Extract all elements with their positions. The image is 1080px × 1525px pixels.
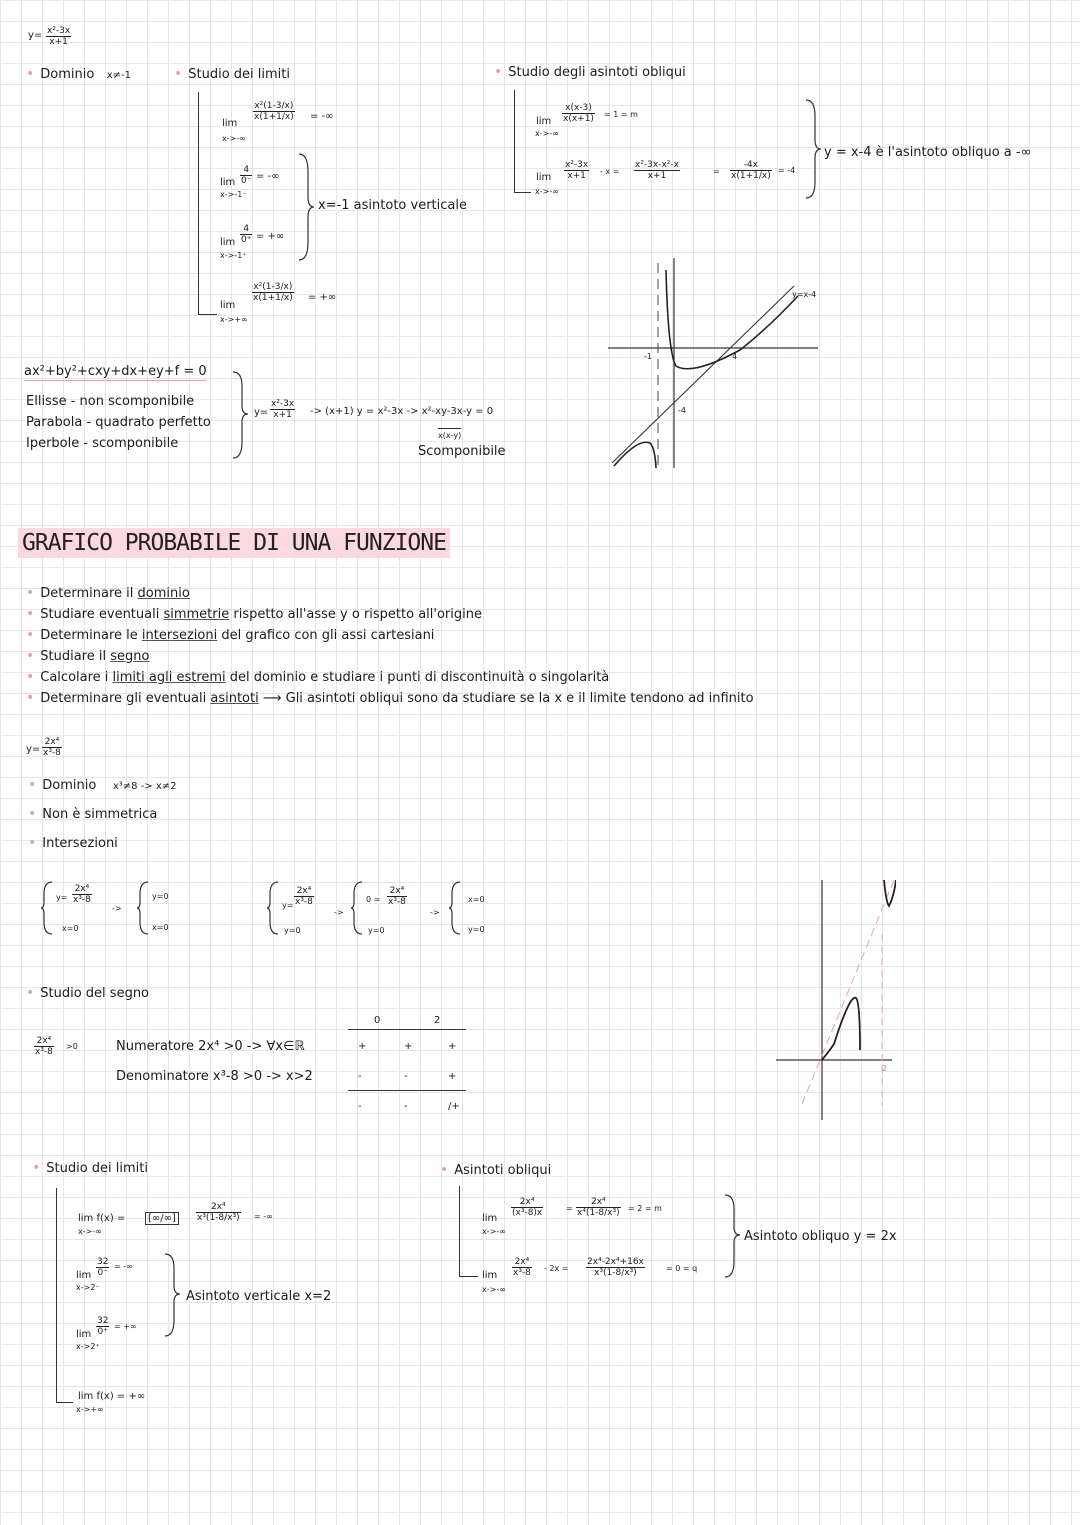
step-item — [26, 669, 609, 686]
step-text: Studiare il — [40, 649, 111, 664]
step-text: Determinare gli eventuali — [40, 691, 211, 706]
segno-den: x³-8 — [35, 1047, 53, 1057]
simmetria-item — [28, 806, 157, 823]
limiti-heading — [174, 66, 290, 83]
graph2-oblique-asymptote — [802, 880, 894, 1104]
conic-eq-fraction — [270, 399, 295, 420]
limiti2-bracket — [56, 1188, 73, 1403]
ob2-fraction2 — [634, 160, 680, 181]
segno-gt: >0 — [66, 1042, 78, 1051]
segno-heading — [26, 985, 149, 1002]
sign-head-2: 2 — [434, 1015, 441, 1026]
l3-den: 0⁺ — [97, 1327, 108, 1337]
func2-y: y= — [26, 744, 41, 755]
o1-result: = 2 = m — [628, 1204, 662, 1213]
sys2b-zero: 0 = — [366, 895, 381, 904]
conic-parabola: Parabola - quadrato perfetto — [26, 415, 211, 430]
l3-sub: x->2⁺ — [76, 1342, 100, 1351]
sys1a-y: y= — [56, 893, 68, 902]
func1-den: x+1 — [49, 37, 68, 47]
graph1-oblique-asymptote — [612, 286, 794, 463]
l4-text: lim f(x) = +∞ — [78, 1391, 146, 1402]
lim4-result: = +∞ — [308, 292, 337, 303]
lim1-fraction — [253, 101, 295, 122]
limits-bracket — [198, 92, 217, 315]
sys2c-y: y=0 — [468, 925, 485, 934]
o2-sub: x->-∞ — [482, 1285, 506, 1294]
conic-eq-num: x²-3x — [271, 399, 295, 409]
sys1-arrow: -> — [112, 904, 122, 913]
vertical-asymptote-2: Asintoto verticale x=2 — [186, 1289, 332, 1304]
segno-label: Studio del segno — [40, 986, 150, 1001]
sys1a-fraction — [72, 884, 92, 905]
lim4-num: x²(1-3/x) — [253, 282, 293, 292]
ob2-num: x²-3x — [565, 160, 589, 170]
limiti-label: Studio dei limiti — [188, 67, 291, 82]
l3-num: 32 — [97, 1316, 109, 1326]
vertical-asymptote-1: x=-1 asintoto verticale — [318, 198, 467, 213]
sys2a-y0: y=0 — [284, 926, 301, 935]
intersezioni-item — [28, 835, 118, 852]
ob2-num2: x²-3x-x²-x — [635, 160, 679, 170]
lim1-den: x(1+1/x) — [254, 112, 294, 122]
graph2-tick: 2 — [882, 1064, 888, 1073]
o2-den2: x³(1-8/x³) — [594, 1268, 637, 1278]
l1-indeterminate: [∞/∞] — [145, 1212, 179, 1225]
step-text-rest: rispetto all'asse y o rispetto all'origine — [229, 607, 482, 622]
sign-cell: + — [358, 1041, 367, 1052]
conic-brace — [230, 370, 250, 460]
step-keyword: simmetrie — [163, 607, 230, 622]
obliqui2-bracket — [459, 1186, 478, 1277]
conic-scomponibile: Scomponibile — [418, 444, 506, 459]
step-text: Calcolare i — [40, 670, 113, 685]
graph1-tick-m1: -1 — [644, 352, 652, 361]
limits-brace — [296, 152, 316, 262]
lim2-fraction — [240, 165, 252, 186]
o1-num: 2x⁴ — [511, 1197, 543, 1208]
l1-num: 2x⁴ — [196, 1202, 241, 1213]
lim3-sub: x->-1⁺ — [220, 251, 247, 260]
conic-equation: ax²+by²+cxy+dx+ey+f = 0 — [24, 364, 207, 379]
segno-num: 2x⁴ — [34, 1036, 54, 1047]
limiti2-brace — [162, 1252, 182, 1338]
sign-cell: + — [448, 1041, 457, 1052]
ob1-sub: x->-∞ — [535, 129, 559, 138]
step-text-rest: del dominio e studiare i punti di discontinuità o singolarità — [225, 670, 610, 685]
ob2-result: = -4 — [778, 166, 796, 175]
sign-cell: - — [358, 1071, 362, 1082]
ob2-num3: -4x — [730, 160, 772, 171]
ob1-result: = 1 = m — [604, 110, 638, 119]
lim3-num: 4 — [240, 224, 252, 235]
dominio2-item — [28, 777, 177, 794]
lim4-sub: x->+∞ — [220, 315, 248, 324]
ob1-den: x(x+1) — [563, 114, 594, 124]
sys2b-den: x³-8 — [388, 897, 406, 907]
ob2-den3: x(1+1/x) — [731, 171, 771, 181]
lim3-den: 0⁺ — [241, 235, 252, 245]
ob1-num: x(x-3) — [562, 103, 595, 114]
l2-sub: x->2⁻ — [76, 1283, 100, 1292]
sys2b-num: 2x⁴ — [387, 886, 407, 897]
sys1a-brace — [40, 880, 54, 936]
graph2-right-branch — [884, 880, 896, 906]
step-item — [26, 606, 482, 623]
lim1-sub: x->-∞ — [222, 134, 246, 143]
func1-fraction — [46, 26, 71, 47]
obliqui-brace — [803, 98, 823, 200]
func2-den: x³-8 — [43, 748, 61, 758]
graph-2 — [776, 874, 896, 1124]
limiti2-label: Studio dei limiti — [46, 1161, 149, 1176]
conic-eq-rest: -> (x+1) y = x²-3x -> x²-xy-3x-y = 0 — [310, 406, 494, 417]
sys2c-x: x=0 — [468, 895, 485, 904]
step-keyword: dominio — [137, 586, 190, 601]
ob1-word: lim — [536, 116, 552, 127]
ob2-den: x+1 — [567, 171, 586, 181]
step-text: Determinare le — [40, 628, 142, 643]
ob2-word: lim — [536, 172, 552, 183]
o2-num: 2x⁴ — [512, 1257, 532, 1268]
oblique-result-2: Asintoto obliquo y = 2x — [744, 1229, 897, 1244]
sys2a-den: x³-8 — [295, 897, 313, 907]
lim2-sub: x->-1⁻ — [220, 190, 247, 199]
l2-word: lim — [76, 1270, 92, 1281]
step-text: Studiare eventuali — [40, 607, 164, 622]
denominatore-text: Denominatore x³-8 >0 -> x>2 — [116, 1069, 313, 1084]
step-item — [26, 648, 149, 665]
sys2a-num: 2x⁴ — [294, 886, 314, 897]
graph2-left-branch — [822, 998, 860, 1060]
o1-eq: = — [566, 1204, 573, 1213]
sys2a-y: y= — [282, 901, 294, 910]
dominio2-value: x³≠8 -> x≠2 — [112, 781, 177, 792]
sign-cell: + — [404, 1041, 413, 1052]
conic-iperbole: Iperbole - scomponibile — [26, 436, 179, 451]
graph1-tick-4: 4 — [732, 352, 738, 361]
ob2-eq: = — [713, 167, 720, 176]
step-keyword: segno — [110, 649, 150, 664]
func2-num: 2x⁴ — [42, 737, 62, 748]
o2-den: x³-8 — [513, 1268, 531, 1278]
l2-num: 32 — [97, 1257, 109, 1267]
lim1-word: lim — [222, 118, 238, 129]
sign-cell: /+ — [448, 1101, 460, 1112]
lim2-den: 0⁻ — [241, 176, 252, 186]
step-text-rest: del grafico con gli assi cartesiani — [217, 628, 435, 643]
l2-fraction — [96, 1257, 109, 1278]
limiti2-heading — [32, 1160, 148, 1177]
sign-table-bottom-line — [348, 1090, 466, 1091]
o2-word: lim — [482, 1270, 498, 1281]
lim1-result: = -∞ — [310, 111, 334, 122]
o2-fraction2 — [586, 1257, 645, 1278]
step-item — [26, 585, 190, 602]
func2-fraction — [42, 737, 62, 758]
l1-sub: x->-∞ — [78, 1227, 102, 1236]
sys2a-fraction — [294, 886, 314, 907]
step-keyword: limiti agli estremi — [112, 670, 226, 685]
sys2b-y0: y=0 — [368, 926, 385, 935]
intersezioni-text: Intersezioni — [42, 836, 118, 851]
conic-ellisse: Ellisse - non scomponibile — [26, 394, 195, 409]
ob2-den2: x+1 — [647, 171, 667, 181]
oblique-result-1: y = x-4 è l'asintoto obliquo a -∞ — [824, 145, 1032, 160]
ob1-fraction — [562, 103, 595, 124]
lim1-num: x²(1-3/x) — [254, 101, 294, 111]
sys1b-y: y=0 — [152, 892, 169, 901]
conic-eq-y: y= — [254, 407, 269, 418]
sign-cell: - — [404, 1071, 408, 1082]
obliqui2-label: Asintoti obliqui — [454, 1163, 552, 1178]
lim2-result: = -∞ — [256, 171, 280, 182]
sign-head-0: 0 — [374, 1015, 381, 1026]
lim3-result: = +∞ — [256, 231, 285, 242]
obliqui-label: Studio degli asintoti obliqui — [508, 65, 686, 80]
o1-sub: x->-∞ — [482, 1227, 506, 1236]
o2-fraction — [512, 1257, 532, 1278]
dominio-label: Dominio — [40, 67, 95, 82]
sys2b-brace — [350, 880, 364, 936]
sign-cell: - — [404, 1101, 408, 1112]
l1-fraction — [196, 1202, 241, 1223]
segno-fraction — [34, 1036, 54, 1057]
obliqui-bracket — [514, 90, 531, 193]
o1-fraction2 — [576, 1197, 621, 1218]
step-item — [26, 627, 434, 644]
obliqui2-brace — [722, 1193, 742, 1279]
ob2-mid: - x = — [600, 167, 620, 176]
graph1-line-label: y=x-4 — [792, 290, 817, 299]
l1-result: = -∞ — [254, 1212, 273, 1221]
sys1b-x: x=0 — [152, 923, 169, 932]
l3-result: = +∞ — [114, 1322, 137, 1331]
step-keyword: intersezioni — [141, 628, 218, 643]
dominio2-label: Dominio — [42, 778, 97, 793]
lim4-fraction — [252, 282, 294, 303]
lim2-word: lim — [220, 177, 236, 188]
sys1a-num: 2x⁴ — [72, 884, 92, 895]
o1-num2: 2x⁴ — [576, 1197, 621, 1208]
lim4-word: lim — [220, 300, 236, 311]
graph1-tick-m4: -4 — [678, 406, 686, 415]
lim4-den: x(1+1/x) — [253, 293, 293, 303]
o2-result: = 0 = q — [666, 1264, 698, 1273]
section-title: GRAFICO PROBABILE DI UNA FUNZIONE — [18, 528, 450, 558]
lim3-fraction — [240, 224, 252, 245]
numeratore-text: Numeratore 2x⁴ >0 -> ∀x∈ℝ — [116, 1039, 305, 1054]
sys2-arrow1: -> — [334, 908, 344, 917]
conic-factor: x(x-y) — [438, 428, 461, 440]
step-text: Determinare il — [40, 586, 138, 601]
sys2a-brace — [266, 880, 280, 936]
func1-y: y= — [28, 30, 43, 41]
sys1b-brace — [136, 880, 150, 936]
l4-sub: x->+∞ — [76, 1405, 104, 1414]
l1-den: x³(1-8/x³) — [197, 1213, 240, 1223]
o2-num2: 2x⁴-2x⁴+16x — [587, 1257, 644, 1267]
lim3-word: lim — [220, 237, 236, 248]
step-keyword: asintoti — [210, 691, 259, 706]
dominio-value: x≠-1 — [106, 70, 131, 81]
dominio-item — [26, 66, 131, 83]
sys2c-brace — [448, 880, 462, 936]
sys2-arrow2: -> — [430, 908, 440, 917]
simmetria-text: Non è simmetrica — [42, 807, 158, 822]
step-text-rest: ⟶ Gli asintoti obliqui sono da studiare se la x e il limite tendono ad infinito — [258, 691, 754, 706]
sys1a-x: x=0 — [62, 924, 79, 933]
o1-den2: x⁴(1-8/x³) — [577, 1208, 620, 1218]
ob2-fraction — [564, 160, 589, 181]
sign-cell: + — [448, 1071, 457, 1082]
o2-mid: - 2x = — [544, 1264, 569, 1273]
l3-word: lim — [76, 1329, 92, 1340]
obliqui-heading — [494, 64, 686, 81]
o1-den: (x³-8)x — [512, 1208, 543, 1218]
sign-cell: - — [358, 1101, 362, 1112]
ob2-sub: x->-∞ — [535, 187, 559, 196]
l2-den: 0⁻ — [97, 1268, 108, 1278]
l3-fraction — [96, 1316, 109, 1337]
o1-word: lim — [482, 1213, 498, 1224]
lim2-num: 4 — [240, 165, 252, 176]
func1-num: x²-3x — [47, 26, 71, 36]
ob2-fraction3 — [730, 160, 772, 181]
l2-result: = -∞ — [114, 1262, 133, 1271]
step-item — [26, 690, 754, 707]
sign-table-top-line — [348, 1029, 466, 1030]
l1-text: lim f(x) = — [78, 1213, 126, 1224]
o1-fraction — [511, 1197, 543, 1218]
sys2b-fraction — [387, 886, 407, 907]
obliqui2-heading — [440, 1162, 551, 1179]
sys1a-den: x³-8 — [73, 895, 91, 905]
conic-eq-den: x+1 — [273, 410, 292, 420]
